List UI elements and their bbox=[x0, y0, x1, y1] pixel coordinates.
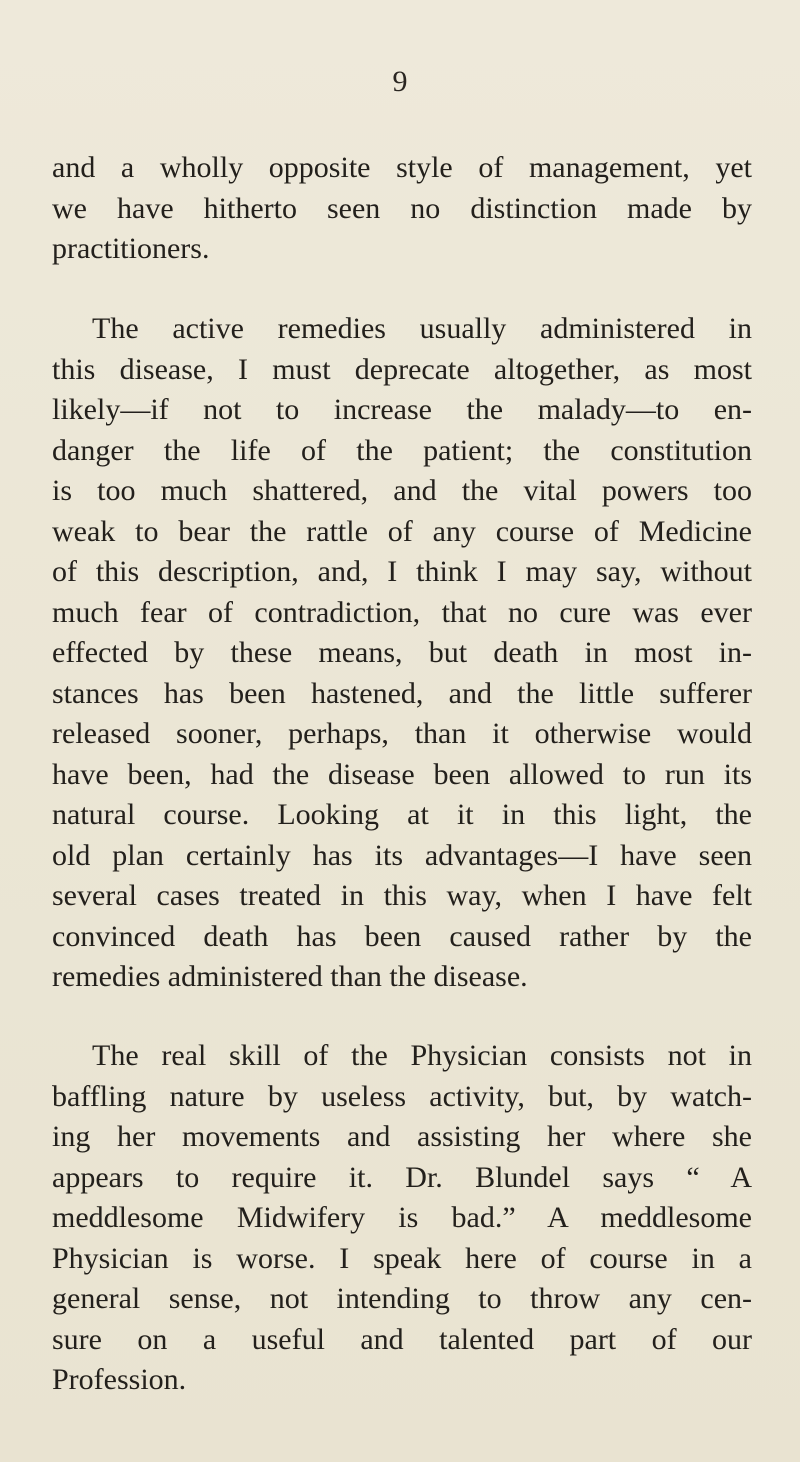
text-line: stances has been hastened, and the little sufferer bbox=[52, 676, 752, 710]
text-line: convinced death has been caused rather by the bbox=[52, 919, 752, 953]
text-line: likely—if not to increase the malady—to en- bbox=[52, 393, 752, 426]
text-line: weak to bear the rattle of any course of Medicine bbox=[52, 514, 752, 548]
text-line: sure on a useful and talented part of our bbox=[52, 1322, 752, 1356]
text-line: appears to require it. Dr. Blundel says “ A bbox=[52, 1160, 752, 1194]
text-line: effected by these means, but death in most in- bbox=[52, 636, 752, 669]
text-line: much fear of contradiction, that no cure was ever bbox=[52, 595, 752, 629]
text-line: of this description, and, I think I may say, without bbox=[52, 555, 752, 588]
text-line: have been, had the disease been allowed to run its bbox=[52, 757, 752, 791]
text-line: natural course. Looking at it in this light, the bbox=[52, 798, 752, 831]
text-line: meddlesome Midwifery is bad.” A meddlesome bbox=[52, 1201, 752, 1234]
paragraph-1 bbox=[52, 148, 752, 270]
text-line: The active remedies usually administered in bbox=[92, 312, 752, 345]
text-line: baffling nature by useless activity, but, by watch- bbox=[52, 1079, 752, 1113]
text-line: general sense, not intending to throw any cen- bbox=[52, 1282, 752, 1315]
text-line: danger the life of the patient; the constitution bbox=[52, 433, 752, 467]
text-line: we have hitherto seen no distinction made by bbox=[52, 191, 752, 225]
text-line: this disease, I must deprecate altogether, as most bbox=[52, 352, 752, 386]
text-line: old plan certainly has its advantages—I have seen bbox=[52, 838, 752, 872]
text-line: The real skill of the Physician consists not in bbox=[92, 1039, 752, 1072]
paragraph-2 bbox=[52, 309, 752, 998]
text-line: Profession. bbox=[52, 1363, 187, 1396]
text-line: remedies administered than the disease. bbox=[52, 960, 528, 993]
paragraph-3 bbox=[52, 1036, 752, 1401]
text-line: released sooner, perhaps, than it otherwise would bbox=[52, 717, 752, 750]
page-number: 9 bbox=[392, 65, 408, 98]
text-line: Physician is worse. I speak here of course in a bbox=[52, 1241, 752, 1275]
text-line: several cases treated in this way, when I have felt bbox=[52, 879, 752, 912]
text-line: practitioners. bbox=[52, 232, 210, 265]
text-line: and a wholly opposite style of management, yet bbox=[52, 151, 752, 184]
text-line: ing her movements and assisting her where she bbox=[52, 1120, 752, 1153]
text-line: is too much shattered, and the vital powers too bbox=[52, 474, 752, 507]
